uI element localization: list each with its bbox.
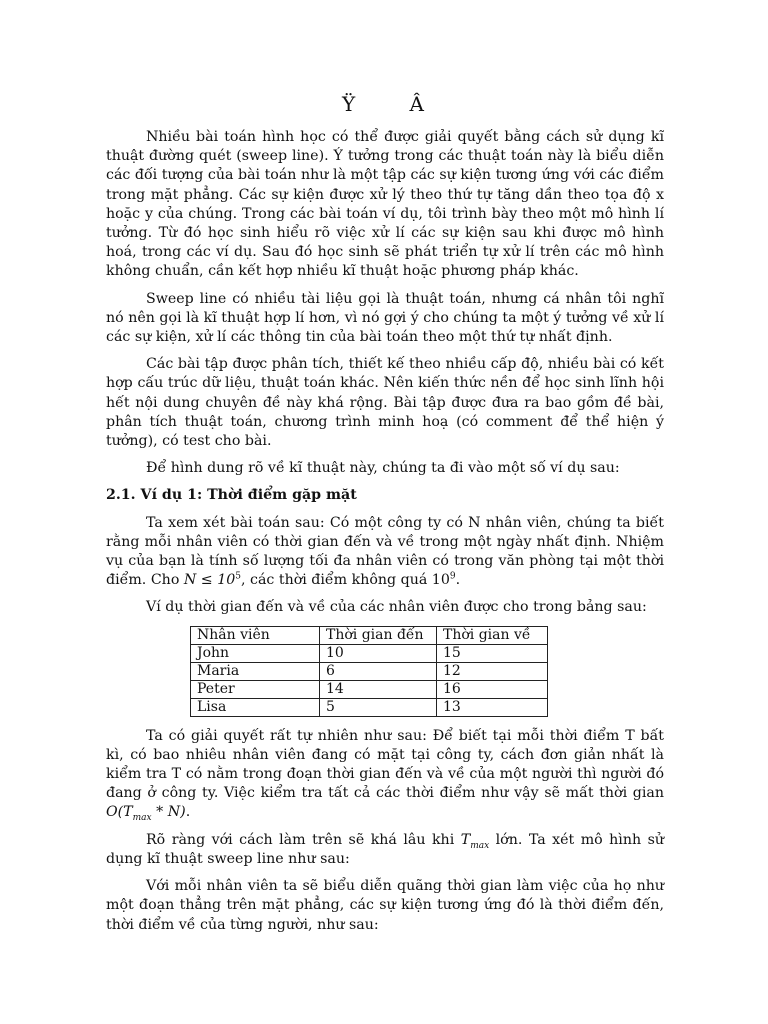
table-cell: Maria: [191, 662, 320, 680]
document-body: [106, 128, 664, 943]
table-header-row: [191, 626, 548, 644]
table-cell: 10: [320, 644, 437, 662]
table-cell: John: [191, 644, 320, 662]
paragraph-intro: Nhiều bài toán hình học có thể được giải quyết bằng cách sử dụng kĩ thuật đường quét (sweep line). Ý tưởng trong các thuật toán này là biểu diễn các đối tượng của bài toán như là một tập các sự kiện tương ứng với các điểm trong mặt phẳng. Các sự kiện được xử lý theo thứ tự tăng dần theo tọa độ x hoặc y của chúng. Trong các bài toán ví dụ, tôi trình bày theo một mô hình lí tưởng. Từ đó học sinh hiểu rõ việc xử lí các sự kiện sau khi được mô hình hoá, trong các ví dụ. Sau đó học sinh sẽ phát triển tự xử lí trên các mô hình không chuẩn, cần kết hợp nhiều kĩ thuật hoặc phương pháp khác.: [106, 129, 664, 280]
employee-time-table: [190, 626, 548, 717]
paragraph-example-intro: Để hình dung rõ về kĩ thuật này, chúng ta đi vào một số ví dụ sau:: [146, 460, 620, 477]
table-cell: 14: [320, 680, 437, 698]
tmax-variable: T: [460, 831, 471, 848]
complexity-end: * N): [151, 804, 186, 821]
table-cell: 13: [437, 698, 548, 716]
paragraph-exercises: Các bài tập được phân tích, thiết kế theo nhiều cấp độ, nhiều bài có kết hợp cấu trúc dữ liệu, thuật toán khác. Nên kiến thức nền để học sinh lĩnh hội hết nội dung chuyên đề này khá rộng. Bài tập được đưa ra bao gồm đề bài, phân tích thuật toán, chương trình minh hoạ (có comment để thể hiện ý tưởng), có test cho bài.: [106, 356, 664, 450]
paragraph-tmax: [106, 831, 664, 869]
heading-glyph-2: Â: [409, 92, 426, 116]
paragraph-naive-solution: [106, 727, 664, 823]
table-row: [191, 644, 548, 662]
paragraph-problem: [106, 514, 664, 591]
table-cell: 16: [437, 680, 548, 698]
paragraph-sweep-model: Với mỗi nhân viên ta sẽ biểu diễn quãng thời gian làm việc của họ như một đoạn thẳng trên mặt phẳng, các sự kiện tương ứng đó là thời điểm đến, thời điểm về của từng người, như sau:: [106, 878, 664, 933]
naive-solution-end: .: [185, 804, 191, 821]
table-header-cell: Thời gian về: [437, 626, 548, 644]
section-title: 2.1. Ví dụ 1: Thời điểm gặp mặt: [106, 487, 357, 504]
problem-exponent-9: 9: [449, 571, 456, 582]
tmax-before: Rõ ràng với cách làm trên sẽ khá lâu khi: [146, 831, 461, 848]
table-cell: 5: [320, 698, 437, 716]
tmax-after: lớn. Ta xét mô hình sử dụng kĩ thuật sweep line như sau:: [106, 831, 664, 867]
table-cell: Peter: [191, 680, 320, 698]
problem-leq: ≤ 10: [196, 572, 236, 589]
table-header-cell: Thời gian đến: [320, 626, 437, 644]
problem-text: Ta xem xét bài toán sau: Có một công ty có N nhân viên, chúng ta biết rằng mỗi nhân viên có thời gian đến và về trong một ngày nhất định. Nhiệm vụ của bạn là tính số lượng tối đa nhân viên có trong văn phòng tại một thời điểm. Cho: [106, 514, 664, 589]
table-row: [191, 698, 548, 716]
table-header-cell: Nhân viên: [191, 626, 320, 644]
problem-exponent-5: 5: [235, 571, 241, 582]
table-cell: Lisa: [191, 698, 320, 716]
paragraph-sweep-line: Sweep line có nhiều tài liệu gọi là thuật toán, nhưng cá nhân tôi nghĩ nó nên gọi là kĩ thuật hợp lí hơn, vì nó gợi ý cho chúng ta một ý tưởng về xử lí các sự kiện, xử lí các thông tin của bài toán theo một thứ tự nhất định.: [106, 290, 664, 346]
heading-glyph-1: Ÿ: [341, 92, 358, 116]
page-heading: [0, 92, 768, 116]
complexity-subscript: max: [132, 813, 152, 824]
problem-end: .: [455, 572, 461, 589]
table-cell: 15: [437, 644, 548, 662]
problem-mid: , các thời điểm không quá 10: [241, 572, 450, 589]
table-caption: Ví dụ thời gian đến và về của các nhân viên được cho trong bảng sau:: [146, 599, 647, 616]
table-row: [191, 680, 548, 698]
naive-solution-text: Ta có giải quyết rất tự nhiên như sau: Để biết tại mỗi thời điểm T bất kì, có bao nhiêu nhân viên đang có mặt tại công ty, cách đơn giản nhất là kiểm tra T có nằm trong đoạn thời gian đến và về của một người thì người đó đang ở công ty. Việc kiểm tra tất cả các thời điểm như vậy sẽ mất thời gian: [106, 727, 664, 802]
table-cell: 12: [437, 662, 548, 680]
table-cell: 6: [320, 662, 437, 680]
table-row: [191, 662, 548, 680]
complexity-main: O(T: [106, 804, 133, 821]
tmax-subscript: max: [470, 840, 490, 851]
problem-n-variable: N: [183, 572, 197, 589]
